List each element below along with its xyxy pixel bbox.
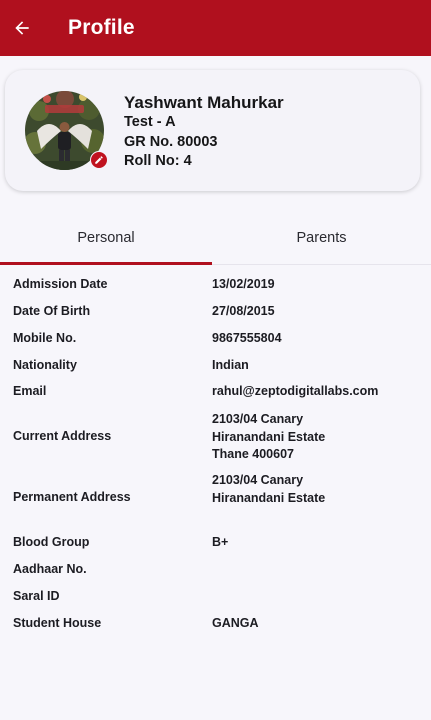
page-title: Profile	[68, 16, 135, 39]
edit-photo-button[interactable]	[90, 151, 108, 169]
tab-personal[interactable]: Personal	[77, 230, 135, 246]
detail-label: Student House	[13, 616, 102, 630]
roll-number: Roll No: 4	[124, 153, 192, 169]
address-line-2: Hiranandani Estate	[212, 430, 326, 444]
pencil-icon	[94, 155, 104, 165]
address-line-2: Hiranandani Estate	[212, 491, 326, 505]
back-button[interactable]	[0, 0, 44, 56]
avatar-container	[25, 91, 104, 170]
student-name: Yashwant Mahurkar	[124, 93, 284, 112]
detail-value: GANGA	[212, 616, 259, 630]
profile-card	[5, 70, 420, 191]
detail-label: Email	[13, 384, 47, 398]
address-line-1: 2103/04 Canary	[212, 412, 304, 426]
detail-label: Blood Group	[13, 535, 90, 549]
profile-tabs	[0, 212, 431, 264]
detail-label: Mobile No.	[13, 331, 77, 345]
detail-value: Indian	[212, 358, 249, 372]
gr-number: GR No. 80003	[124, 133, 218, 150]
arrow-left-icon	[12, 18, 32, 38]
detail-label: Aadhaar No.	[13, 562, 87, 576]
tab-parents[interactable]: Parents	[296, 230, 347, 246]
detail-label: Permanent Address	[13, 490, 131, 504]
detail-label: Admission Date	[13, 277, 108, 291]
detail-label: Date Of Birth	[13, 304, 91, 318]
profile-info	[124, 92, 284, 172]
address-line-1: 2103/04 Canary	[212, 473, 304, 487]
tab-indicator	[0, 262, 212, 265]
detail-value: 27/08/2015	[212, 304, 275, 318]
app-bar	[0, 0, 431, 56]
detail-label: Current Address	[13, 429, 112, 443]
student-class: Test - A	[124, 114, 176, 130]
address-line-3: Thane 400607	[212, 447, 294, 461]
detail-label: Saral ID	[13, 589, 60, 603]
detail-label: Nationality	[13, 358, 77, 372]
detail-value: 9867555804	[212, 331, 282, 345]
detail-value: 13/02/2019	[212, 277, 275, 291]
detail-value: B+	[212, 535, 229, 549]
detail-value: rahul@zeptodigitallabs.com	[212, 384, 379, 398]
